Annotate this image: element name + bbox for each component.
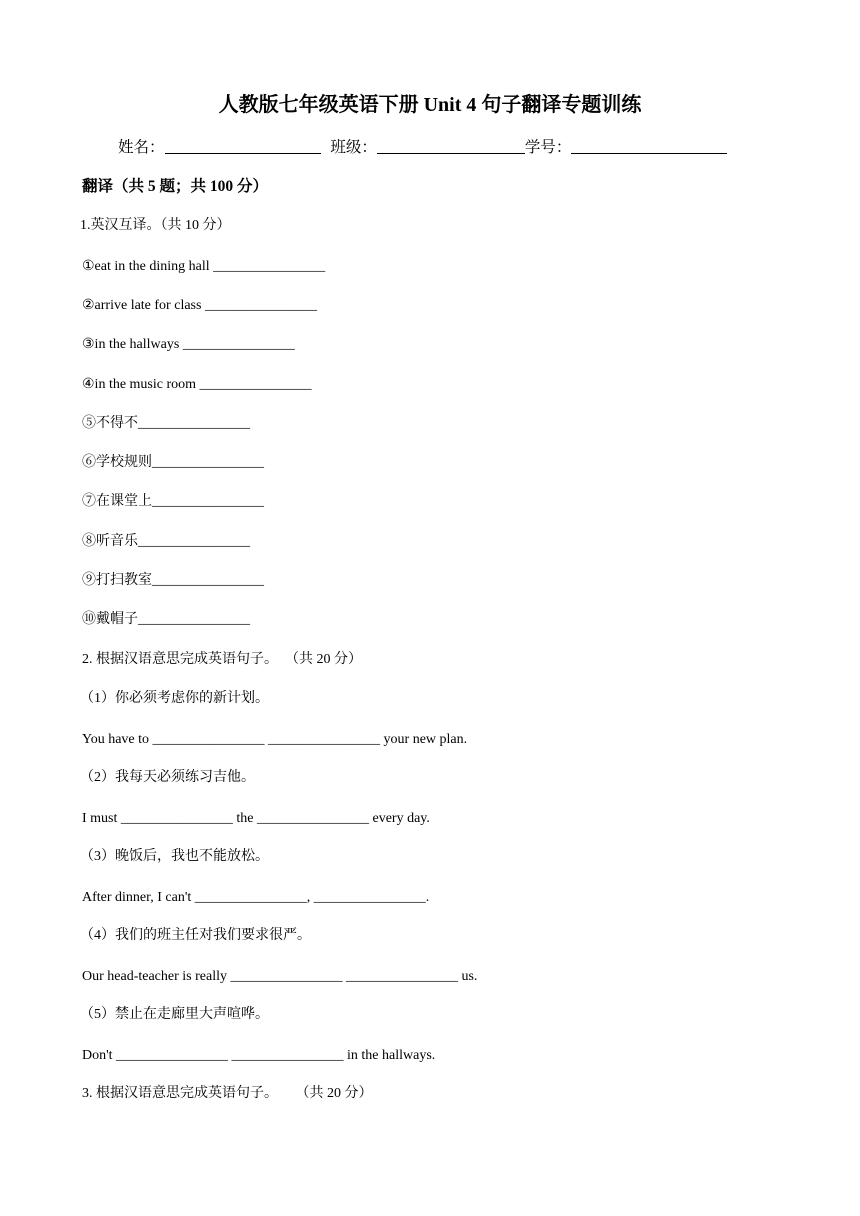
question-3-prompt: 3. 根据汉语意思完成英语句子。 （共 20 分） <box>82 1086 373 1101</box>
q1-item: ④in the music room ________________ <box>82 377 312 392</box>
student-info-row <box>118 137 727 158</box>
class-blank <box>377 137 525 154</box>
q1-item: ①eat in the dining hall ________________ <box>82 259 326 274</box>
number-label: 学号： <box>524 139 572 156</box>
name-blank <box>165 137 321 154</box>
q2-chinese-sentence: （2）我每天必须练习吉他。 <box>80 770 255 785</box>
q2-english-sentence: You have to ________________ ________________ your new plan. <box>82 732 468 747</box>
q2-english-sentence: After dinner, I can't ________________, ________________. <box>82 890 430 905</box>
q2-chinese-sentence: （1）你必须考虑你的新计划。 <box>80 691 269 706</box>
page-title: 人教版七年级英语下册 Unit 4 句子翻译专题训练 <box>218 94 642 116</box>
question-2-prompt: 2. 根据汉语意思完成英语句子。 （共 20 分） <box>82 652 362 667</box>
number-blank <box>571 137 727 154</box>
q2-english-sentence: Our head-teacher is really ________________ ________________ us. <box>82 969 478 984</box>
q1-item: ⑧听音乐________________ <box>82 534 250 549</box>
name-label: 姓名： <box>118 139 165 156</box>
q1-item: ②arrive late for class ________________ <box>82 298 317 313</box>
q2-chinese-sentence: （3）晚饭后，我也不能放松。 <box>80 849 269 864</box>
class-label: 班级： <box>330 139 377 156</box>
q1-item: ⑤不得不________________ <box>82 416 250 431</box>
q2-english-sentence: I must ________________ the ________________ every day. <box>82 811 430 826</box>
q1-item: ⑦在课堂上________________ <box>82 494 264 509</box>
question-1-prompt: 1.英汉互译。（共 10 分） <box>80 218 231 233</box>
q2-english-sentence: Don't ________________ ________________ in the hallways. <box>82 1048 436 1063</box>
q2-chinese-sentence: （4）我们的班主任对我们要求很严。 <box>80 928 311 943</box>
q1-item: ③in the hallways ________________ <box>82 337 295 352</box>
q1-item: ⑨打扫教室________________ <box>82 573 264 588</box>
q1-item: ⑥学校规则________________ <box>82 455 264 470</box>
q2-chinese-sentence: （5）禁止在走廊里大声喧哗。 <box>80 1007 269 1022</box>
section-heading: 翻译（共 5 题；共 100 分） <box>82 178 269 195</box>
q1-item: ⑩戴帽子________________ <box>82 612 250 627</box>
